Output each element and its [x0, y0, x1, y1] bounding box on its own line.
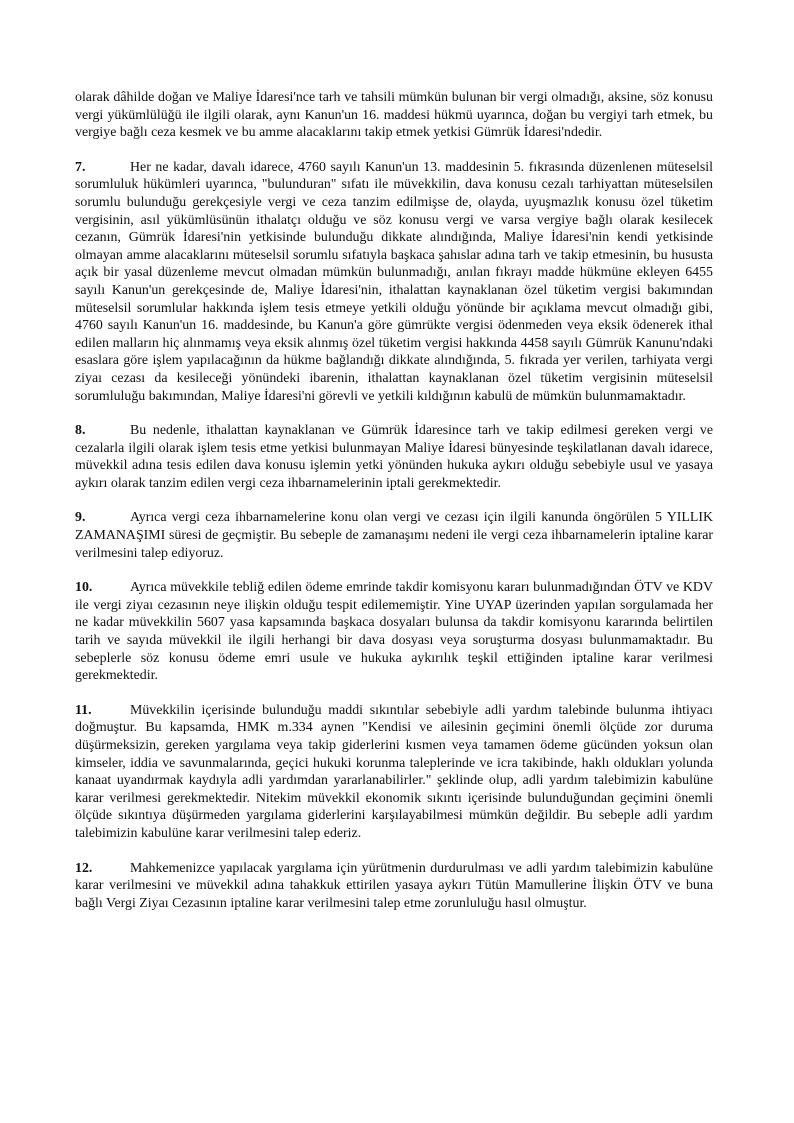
section-11	[75, 702, 713, 843]
section-text: Mahkemenizce yapılacak yargılama için yürütmenin durdurulması ve adli yardım talebimizin kabulüne karar verilmesini ve müvekkil adına tahakkuk ettirilen yasaya aykırı Tütün Mamullerine İlişkin ÖTV ve buna bağlı Vergi Ziyaı Cezasının iptaline karar verilmesini talep etme zorunluluğu hasıl olmuştur.	[75, 860, 713, 911]
section-number: 7.	[75, 159, 86, 175]
section-text: Her ne kadar, davalı idarece, 4760 sayılı Kanun'un 13. maddesinin 5. fıkrasında düzenlenen müteselsil sorumluluk hükümleri uyarınca, "bulunduran" sıfatı ile müvekkilin, dava konusu cezalı tarhiyattan müteselsilen sorumlu bulunduğu gerekçesiyle vergi ve ceza tanzim edilmişse de, olayda, uyuşmazlık konusu özel tüketim vergisinin, asıl yükümlüsünün ithalatçı olduğu ve söz konusu vergi ve varsa vergiye bağlı olarak kesilecek cezanın, Gümrük İdaresi'nin yetkisinde bulunduğu dikkate alındığında, Maliye İdaresi'nin kendi yetkisinde olmayan amme alacaklarını müteselsil sorumlu sıfatıyla başkaca şahıslar adına tarh ve takip etmesinin, bu hususta açık bir yasal düzenleme mevcut olmadan mümkün bulunmadığı, anılan fıkrayı madde hükmüne ekleyen 6455 sayılı Kanun'un gerekçesinde de, Maliye İdaresi'nin, ithalattan kaynaklanan özel tüketim vergisi bakımından müteselsil sorumlular hakkında işlem tesis etmeye yetkili olduğu yönünde bir açıklama mevcut olmadığı gibi, 4760 sayılı Kanun'un 16. maddesinde, bu Kanun'a göre gümrükte vergisi ödenmeden veya eksik ödenerek ithal edilen malların hiç alınmamış veya eksik alınmış özel tüketim vergisi hakkında 4458 sayılı Gümrük Kanunu'ndaki esaslara göre işlem yapılacağının da hükme bağlandığı dikkate alındığında, 5. fıkrada yer verilen, tarhiyata vergi ziyaı cezası da kesileceği yönündeki ibarenin, ithalattan kaynaklanan özel tüketim vergisinin müteselsil sorumluluğu bakımından, Maliye İdaresi'ni görevli ve yetkili kıldığının kabulü de mümkün bulunmamaktadır.	[75, 159, 713, 404]
section-8	[75, 422, 713, 492]
section-text: Ayrıca müvekkile tebliğ edilen ödeme emrinde takdir komisyonu kararı bulunmadığından ÖTV ve KDV ile vergi ziyaı cezasının neye ilişkin olduğu tespit edilememiştir. Yine UYAP üzerinden yapılan sorgulamada her ne kadar müvekkilin 5607 yasa kapsamında başkaca dosyaları bulunsa da takdir komisyonu kararında belirtilen tarih ve sayıda müvekkil ile ilgili herhangi bir dava dosyası veya soruşturma dosyası bulunmamaktadır. Bu sebeplerle söz konusu ödeme emri usule ve hukuka aykırılık teşkil ettiğinden iptaline karar verilmesi gerekmektedir.	[75, 580, 713, 684]
section-9	[75, 509, 713, 562]
section-number: 12.	[75, 860, 93, 876]
section-number: 11.	[75, 702, 92, 718]
section-number: 9.	[75, 510, 86, 526]
section-text: Müvekkilin içerisinde bulunduğu maddi sıkıntılar sebebiyle adli yardım talebinde bulunma ihtiyacı doğmuştur. Bu kapsamda, HMK m.334 aynen "Kendisi ve ailesinin geçimini önemli ölçüde zor duruma düşürmeksizin, gereken yargılama veya takip giderlerini kısmen veya tamamen ödeme gücünden yoksun olan kimseler, iddia ve savunmalarında, geçici hukuki korunma taleplerinde ve icra takibinde, haklı oldukları yolunda kanaat uyandırmak kaydıyla adli yardımdan yararlanabilirler." şeklinde olup, adli yardım talebimizin kabulüne karar verilmesi gerekmektedir. Nitekim müvekkil ekonomik sıkıntı içerisinde bulunduğundan geçimini önemli ölçüde sıkıntıya düşürmeden yargılama giderlerini karşılayabilmesi mümkün değildir. Bu sebeple adli yardım talebimizin kabulüne karar verilmesini talep ederiz.	[75, 702, 713, 841]
section-text: Ayrıca vergi ceza ihbarnamelerine konu olan vergi ve cezası için ilgili kanunda öngörülen 5 YILLIK ZAMANAŞIMI süresi de geçmiştir. Bu sebeple de zamanaşımı nedeni ile vergi ceza ihbarnamelerin iptaline karar verilmesini talep ediyoruz.	[75, 510, 713, 561]
section-number: 10.	[75, 580, 93, 596]
section-10	[75, 579, 713, 685]
section-12	[75, 860, 713, 913]
section-number: 8.	[75, 423, 86, 439]
section-text: Bu nedenle, ithalattan kaynaklanan ve Gümrük İdaresince tarh ve takip edilmesi gereken vergi ve cezalarla ilgili olarak işlem tesis etme yetkisi bulunmayan Maliye İdaresi bünyesinde teşkilatlanan davalı idarece, müvekkil adına tesis edilen dava konusu işlemin yetki yönünden hukuka aykırı olduğu sebebiyle usul ve yasaya aykırı olarak tanzim edilen vergi ceza ihbarnamelerinin iptali gerekmektedir.	[75, 423, 713, 491]
document-page	[75, 89, 713, 929]
section-7	[75, 159, 713, 405]
intro-paragraph: olarak dâhilde doğan ve Maliye İdaresi'nce tarh ve tahsili mümkün bulunan bir vergi olmadığı, aksine, söz konusu vergi yükümlülüğü ile ilgili olarak, aynı Kanun'un 16. maddesi hükmü uyarınca, doğan bu vergiyi tarh etmek, bu vergiye bağlı ceza kesmek ve bu amme alacaklarını takip etmek yetkisi Gümrük İdaresi'ndedir.	[75, 90, 713, 141]
